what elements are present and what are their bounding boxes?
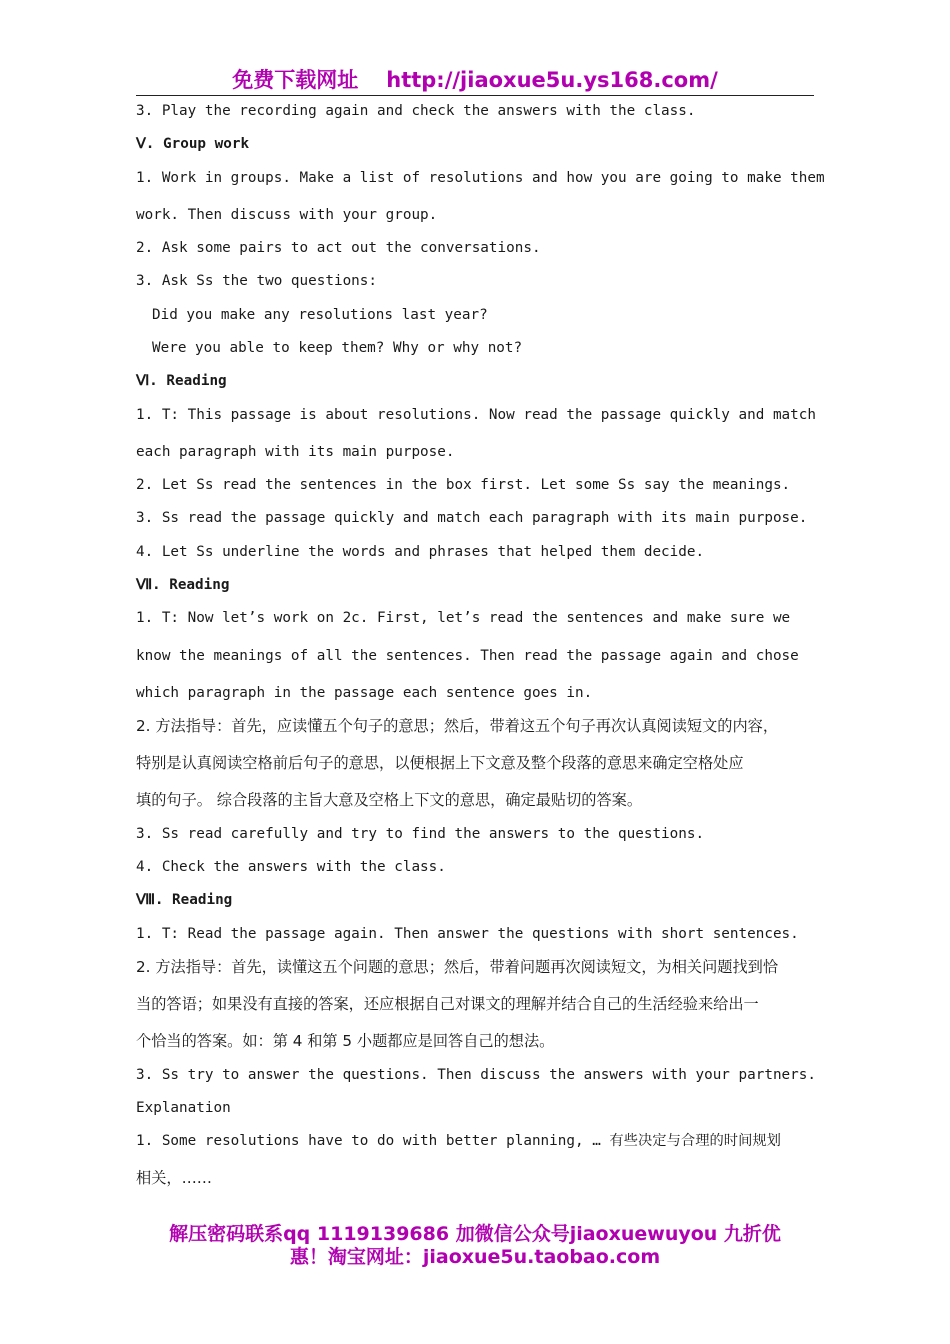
- contact-banner-line1: 解压密码联系qq 1119139686 加微信公众号jiaoxuewuyou 九折优: [169, 1223, 781, 1245]
- download-url-link[interactable]: http://jiaoxue5u.ys168.com/: [386, 68, 718, 92]
- text-line: 特别是认真阅读空格前后句子的意思，以便根据上下文意及整个段落的意思来确定空格处应: [136, 754, 744, 772]
- section-heading-group-work: Ⅴ. Group work: [136, 136, 250, 152]
- text-line: 填的句子。 综合段落的主旨大意及空格上下文的意思，确定最贴切的答案。: [136, 791, 643, 809]
- text-line: each paragraph with its main purpose.: [136, 444, 455, 460]
- text-line: know the meanings of all the sentences. Then read the passage again and chose: [136, 648, 799, 664]
- text-line: 1. Work in groups. Make a list of resolutions and how you are going to make them: [136, 170, 825, 186]
- text-line: 3. Play the recording again and check the answers with the class.: [136, 103, 696, 119]
- text-line: 当的答语；如果没有直接的答案，还应根据自己对课文的理解并结合自己的生活经验来给出一: [136, 995, 759, 1013]
- text-line: which paragraph in the passage each sentence goes in.: [136, 685, 593, 701]
- text-line: 1. T: Now let’s work on 2c. First, let’s read the sentences and make sure we: [136, 610, 791, 626]
- download-label: 免费下载网址: [232, 68, 359, 92]
- text-line: 个恰当的答案。如：第 4 和第 5 小题都应是回答自己的想法。: [136, 1032, 555, 1050]
- section-heading-reading-6: Ⅵ. Reading: [136, 373, 227, 389]
- explanation-heading: Explanation: [136, 1100, 231, 1116]
- text-line: 1. T: Read the passage again. Then answer the questions with short sentences.: [136, 926, 799, 942]
- text-line: 3. Ask Ss the two questions:: [136, 273, 378, 289]
- section-heading-reading-8: Ⅷ. Reading: [136, 892, 233, 908]
- text-line: work. Then discuss with your group.: [136, 207, 438, 223]
- text-line: 1. T: This passage is about resolutions. Now read the passage quickly and match: [136, 407, 816, 423]
- text-line: 2. 方法指导：首先，应读懂五个句子的意思；然后，带着这五个句子再次认真阅读短文的内容，: [136, 717, 779, 735]
- question-line: Did you make any resolutions last year?: [152, 307, 488, 323]
- text-line: 3. Ss try to answer the questions. Then discuss the answers with your partners.: [136, 1067, 816, 1083]
- text-line: 4. Let Ss underline the words and phrases that helped them decide.: [136, 544, 705, 560]
- section-heading-reading-7: Ⅶ. Reading: [136, 577, 230, 593]
- text-line: 2. Let Ss read the sentences in the box first. Let some Ss say the meanings.: [136, 477, 791, 493]
- text-line: 3. Ss read the passage quickly and match each paragraph with its main purpose.: [136, 510, 808, 526]
- download-banner: [0, 64, 950, 94]
- text-line: 1. Some resolutions have to do with better planning, … 有些决定与合理的时间规划: [136, 1133, 781, 1149]
- text-line: 相关，……: [136, 1169, 212, 1187]
- text-line: 3. Ss read carefully and try to find the answers to the questions.: [136, 826, 705, 842]
- text-line: 4. Check the answers with the class.: [136, 859, 446, 875]
- contact-banner-line2: 惠！淘宝网址：jiaoxue5u.taobao.com: [289, 1246, 661, 1268]
- question-line: Were you able to keep them? Why or why not?: [152, 340, 523, 356]
- text-line: 2. Ask some pairs to act out the conversations.: [136, 240, 541, 256]
- header-divider: [136, 95, 814, 96]
- text-line: 2. 方法指导：首先，读懂这五个问题的意思；然后，带着问题再次阅读短文，为相关问题找到恰: [136, 958, 779, 976]
